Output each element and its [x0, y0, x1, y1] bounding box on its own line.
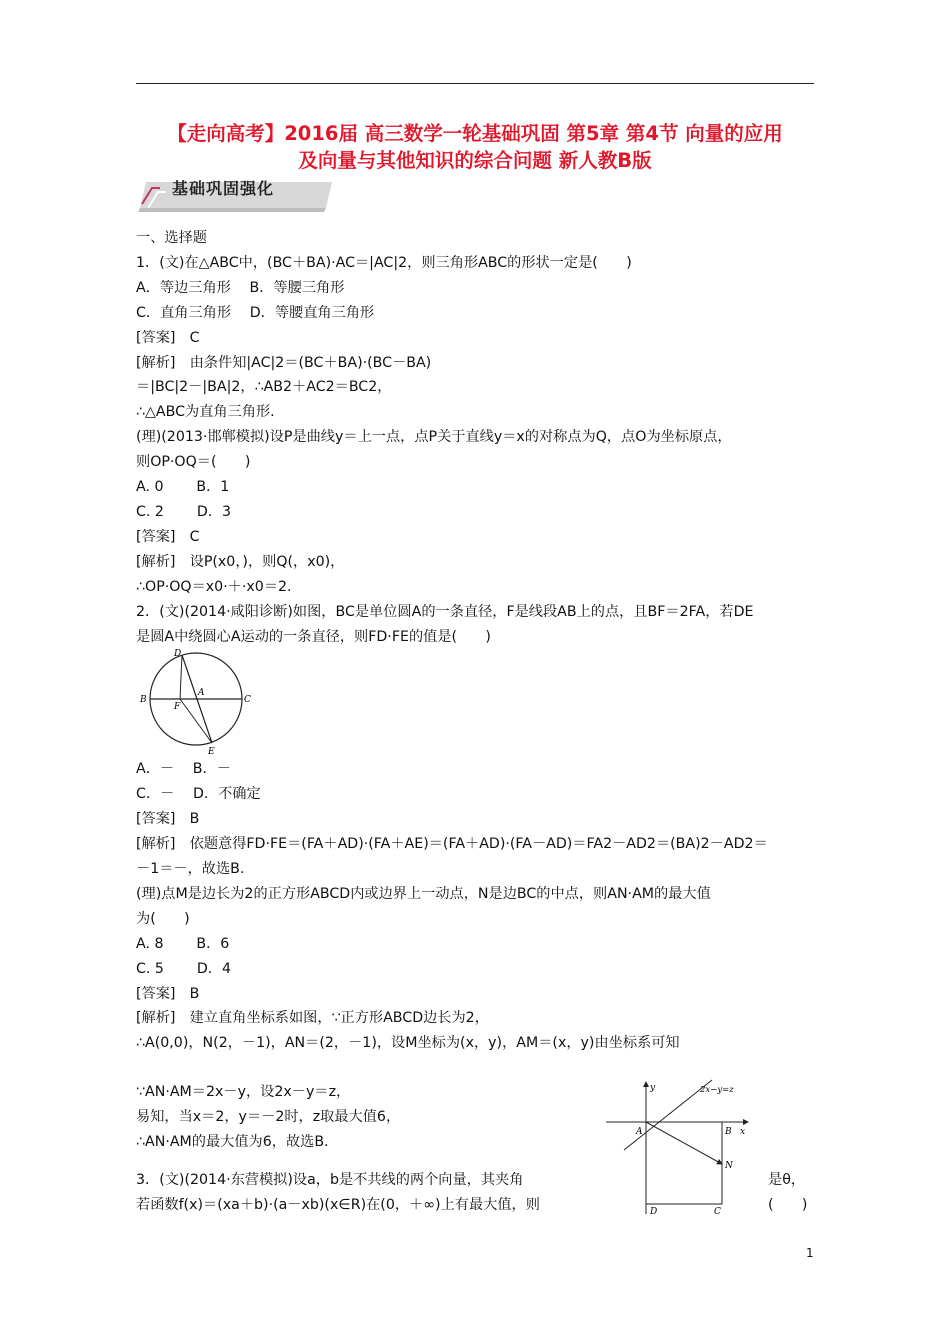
question-3-line-1-end: 是θ， [768, 1172, 806, 1188]
title-line-2: 及向量与其他知识的综合问题 新人教B版 [298, 149, 652, 172]
text-line: 2．(文)(2014·咸阳诊断)如图，BC是单位圆A的一条直径，F是线段AB上的点，且BF＝2FA，若DE [136, 603, 754, 620]
label-b: B [140, 695, 147, 706]
text-line: [解析] 由条件知|AC|2＝(BC＋BA)·(BC－BA) [136, 354, 432, 371]
label-c: C [244, 695, 251, 706]
page-number: 1 [806, 1246, 814, 1260]
label-d: D [174, 649, 182, 660]
text-line: (理)(2013·邯郸模拟)设P是曲线y＝上一点，点P关于直线y＝x的对称点为Q，点O为坐标原点， [136, 429, 732, 446]
text-line: ∴A(0,0)，N(2，－1)，AN＝(2，－1)，设M坐标为(x，y)，AM＝(x，y)由坐标系可知 [136, 1035, 680, 1052]
text-line: [答案] C [136, 329, 200, 346]
body-lines-middle [136, 757, 816, 1056]
text-line: (理)点M是边长为2的正方形ABCD内或边界上一动点，N是边BC的中点，则AN·AM的最大值 [136, 885, 711, 902]
text-line: 1．(文)在△ABC中，(BC＋BA)·AC＝|AC|2，则三角形ABC的形状一定是( ) [136, 254, 632, 271]
text-line: 易知，当x＝2，y＝－2时，z取最大值6， [136, 1109, 401, 1126]
text-line: C．－ D．不确定 [136, 786, 261, 803]
text-line: C. 2 D．3 [136, 503, 231, 520]
label-line: 2x−y=z [700, 1085, 734, 1095]
text-line: [答案] B [136, 811, 200, 828]
text-line: A. 0 B．1 [136, 479, 230, 496]
body-lines-top [136, 226, 816, 649]
text-line: A．－ B．－ [136, 761, 231, 778]
text-line: ∴OP·OQ＝x0·＋·x0＝2. [136, 578, 292, 595]
circle-diagram [136, 649, 256, 757]
text-line: 是圆A中绕圆心A运动的一条直径，则FD·FE的值是( ) [136, 628, 491, 645]
label-a: A [636, 1127, 643, 1137]
question-3-line-2: 若函数f(x)＝(xa＋b)·(a－xb)(x∈R)在(0，＋∞)上有最大值，则 [136, 1197, 540, 1213]
text-line: ∴△ABC为直角三角形. [136, 404, 275, 421]
text-line: C. 5 D．4 [136, 960, 231, 977]
text-line: C．直角三角形 D．等腰直角三角形 [136, 304, 375, 321]
question-3-line-1: 3．(文)(2014·东营模拟)设a，b是不共线的两个向量，其夹角 [136, 1172, 524, 1188]
text-line: 一、选择题 [136, 230, 207, 246]
label-f: F [174, 702, 181, 713]
text-line: ∵AN·AM＝2x－y，设2x－y＝z， [136, 1084, 351, 1101]
label-a: A [198, 688, 205, 699]
text-line: 则OP·OQ＝( ) [136, 454, 251, 471]
label-n: N [725, 1161, 733, 1171]
document-body [136, 226, 816, 1155]
section-banner-title: 基础巩固强化 [172, 179, 275, 198]
label-e: E [208, 747, 215, 758]
label-y: y [650, 1083, 656, 1093]
text-line: A. 8 B．6 [136, 935, 230, 952]
question-3-line-2-end: ( ) [768, 1197, 808, 1213]
label-c: C [714, 1207, 721, 1216]
title-line-1: 【走向高考】2016届 高三数学一轮基础巩固 第5章 第4节 向量的应用 [167, 122, 783, 145]
document-title [136, 120, 814, 174]
label-d: D [650, 1207, 658, 1216]
text-line: ＝|BC|2－|BA|2，∴AB2＋AC2＝BC2， [136, 379, 392, 396]
text-line: 为( ) [136, 910, 190, 927]
text-line: [答案] C [136, 528, 200, 545]
coordinate-diagram [604, 1076, 754, 1216]
text-line: ∴AN·AM的最大值为6，故选B. [136, 1134, 329, 1151]
label-b: B [725, 1127, 732, 1137]
label-x: x [740, 1127, 746, 1137]
text-line: [解析] 设P(x0，)，则Q(，x0)， [136, 553, 345, 570]
text-line: [解析] 依题意得FD·FE＝(FA＋AD)·(FA＋AE)＝(FA＋AD)·(FA－AD)＝FA2－AD2＝(BA)2－AD2＝ [136, 836, 768, 853]
text-line: A．等边三角形 B．等腰三角形 [136, 279, 345, 296]
text-line: [答案] B [136, 985, 200, 1002]
text-line: [解析] 建立直角坐标系如图，∵正方形ABCD边长为2， [136, 1010, 489, 1027]
text-line: －1＝－，故选B. [136, 861, 245, 878]
header-rule [136, 83, 814, 84]
